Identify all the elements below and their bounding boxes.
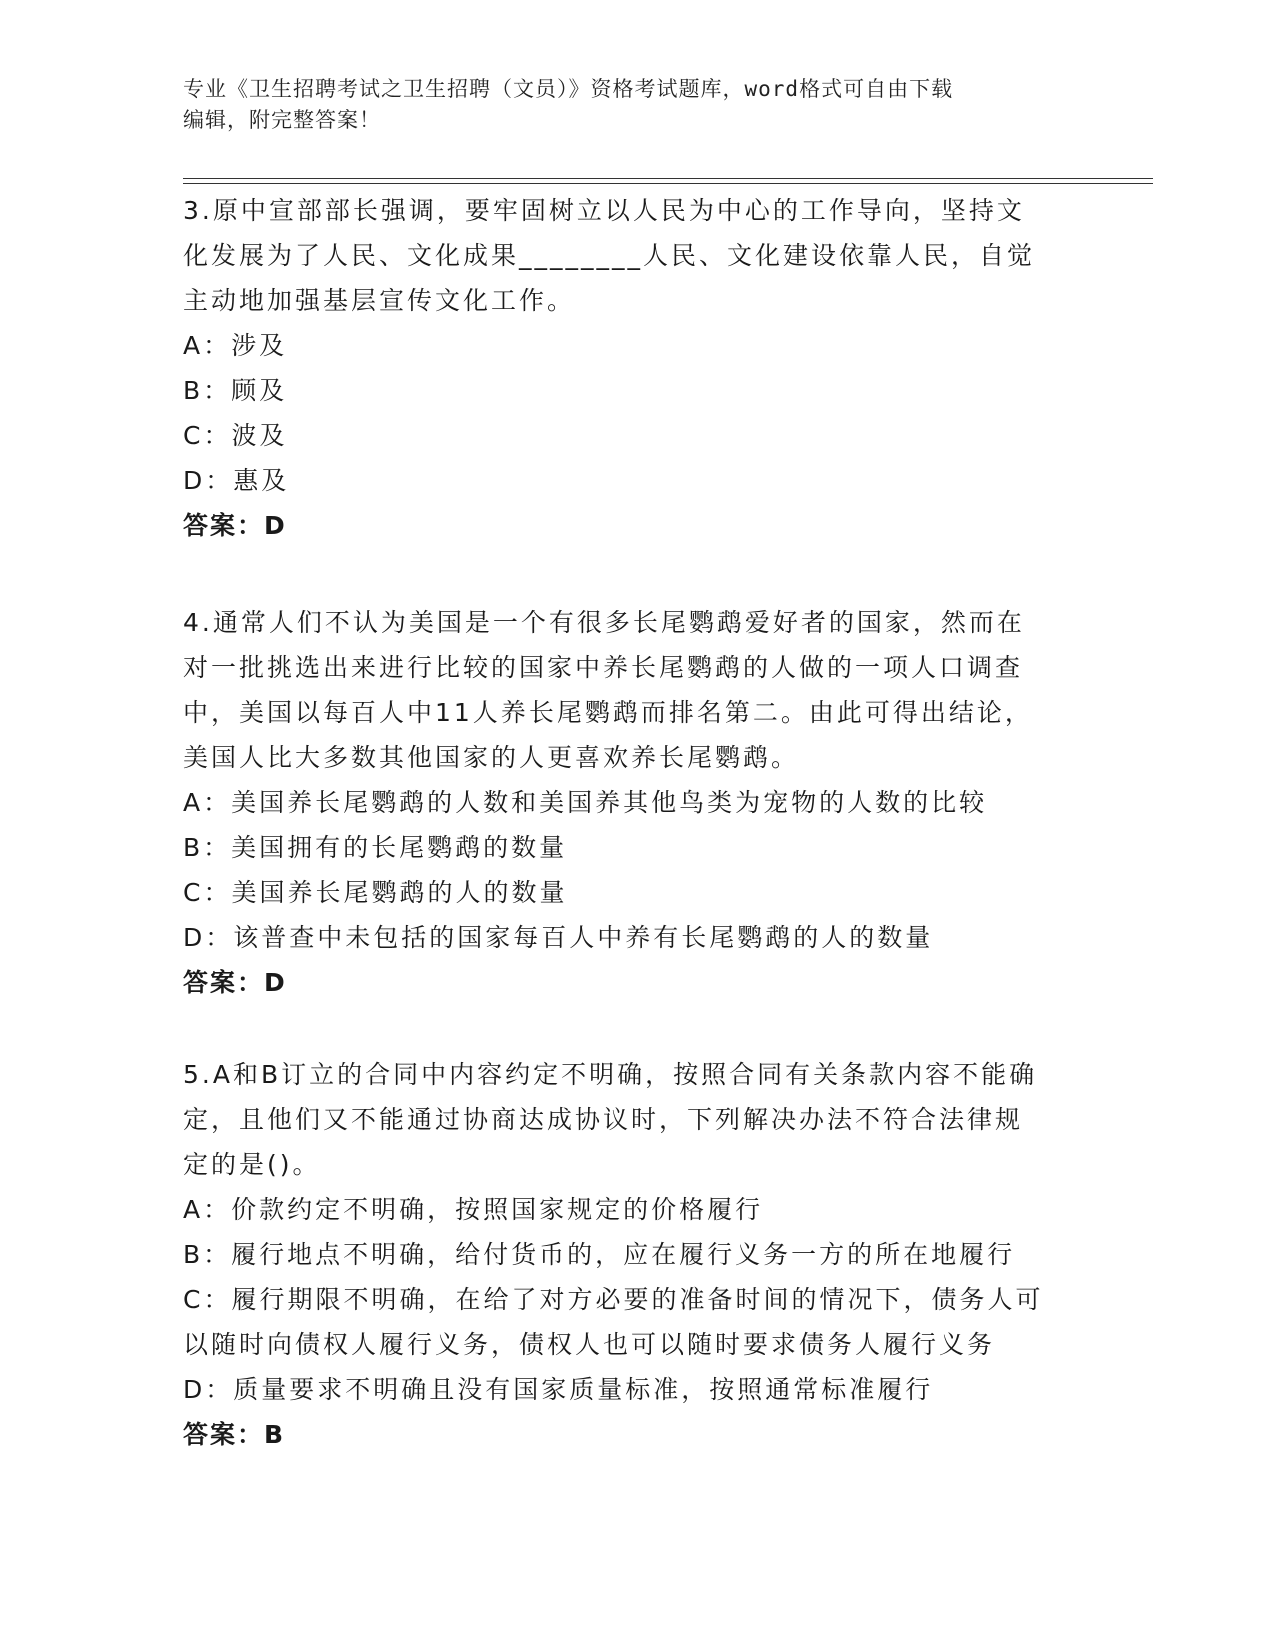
header-divider-bottom: [183, 183, 1153, 184]
option-c: C：波及: [183, 421, 288, 450]
question-5: [183, 1052, 1083, 1457]
option-c-continued: 以随时向债权人履行义务，债权人也可以随时要求债务人履行义务: [183, 1330, 996, 1359]
question-text-line: 化发展为了人民、文化成果________人民、文化建设依靠人民，自觉: [183, 241, 1036, 270]
option-a: A：涉及: [183, 331, 288, 360]
answer-label: 答案：B: [183, 1420, 286, 1449]
header-line-1: 专业《卫生招聘考试之卫生招聘（文员）》资格考试题库，word格式可自由下载: [183, 77, 954, 101]
option-c: C：履行期限不明确，在给了对方必要的准备时间的情况下，债务人可: [183, 1285, 1044, 1314]
question-text-line: 对一批挑选出来进行比较的国家中养长尾鹦鹉的人做的一项人口调查: [183, 653, 1024, 682]
option-b: B：履行地点不明确，给付货币的，应在履行义务一方的所在地履行: [183, 1240, 1016, 1269]
answer-label: 答案：D: [183, 968, 287, 997]
question-text-line: 中，美国以每百人中11人养长尾鹦鹉而排名第二。由此可得出结论，: [183, 698, 1033, 727]
question-text-line: 3.原中宣部部长强调，要牢固树立以人民为中心的工作导向，坚持文: [183, 196, 1025, 225]
question-text-line: 定，且他们又不能通过协商达成协议时，下列解决办法不符合法律规: [183, 1105, 1024, 1134]
question-text-line: 4.通常人们不认为美国是一个有很多长尾鹦鹉爱好者的国家，然而在: [183, 608, 1025, 637]
question-text-line: 定的是()。: [183, 1150, 321, 1179]
option-a: A：美国养长尾鹦鹉的人数和美国养其他鸟类为宠物的人数的比较: [183, 788, 988, 817]
option-c: C：美国养长尾鹦鹉的人的数量: [183, 878, 568, 907]
option-d: D：质量要求不明确且没有国家质量标准，按照通常标准履行: [183, 1375, 934, 1404]
question-4: [183, 600, 1083, 1005]
option-a: A：价款约定不明确，按照国家规定的价格履行: [183, 1195, 764, 1224]
question-text-line: 主动地加强基层宣传文化工作。: [183, 286, 576, 315]
header-line-2: 编辑，附完整答案！: [183, 108, 381, 132]
header-divider-top: [183, 178, 1153, 179]
option-d: D：该普查中未包括的国家每百人中养有长尾鹦鹉的人的数量: [183, 923, 934, 952]
option-b: B：顾及: [183, 376, 288, 405]
option-b: B：美国拥有的长尾鹦鹉的数量: [183, 833, 568, 862]
document-header: [183, 74, 1063, 136]
option-d: D：惠及: [183, 466, 290, 495]
question-text-line: 5.A和B订立的合同中内容约定不明确，按照合同有关条款内容不能确: [183, 1060, 1038, 1089]
answer-label: 答案：D: [183, 511, 287, 540]
question-3: [183, 188, 1083, 548]
question-text-line: 美国人比大多数其他国家的人更喜欢养长尾鹦鹉。: [183, 743, 800, 772]
